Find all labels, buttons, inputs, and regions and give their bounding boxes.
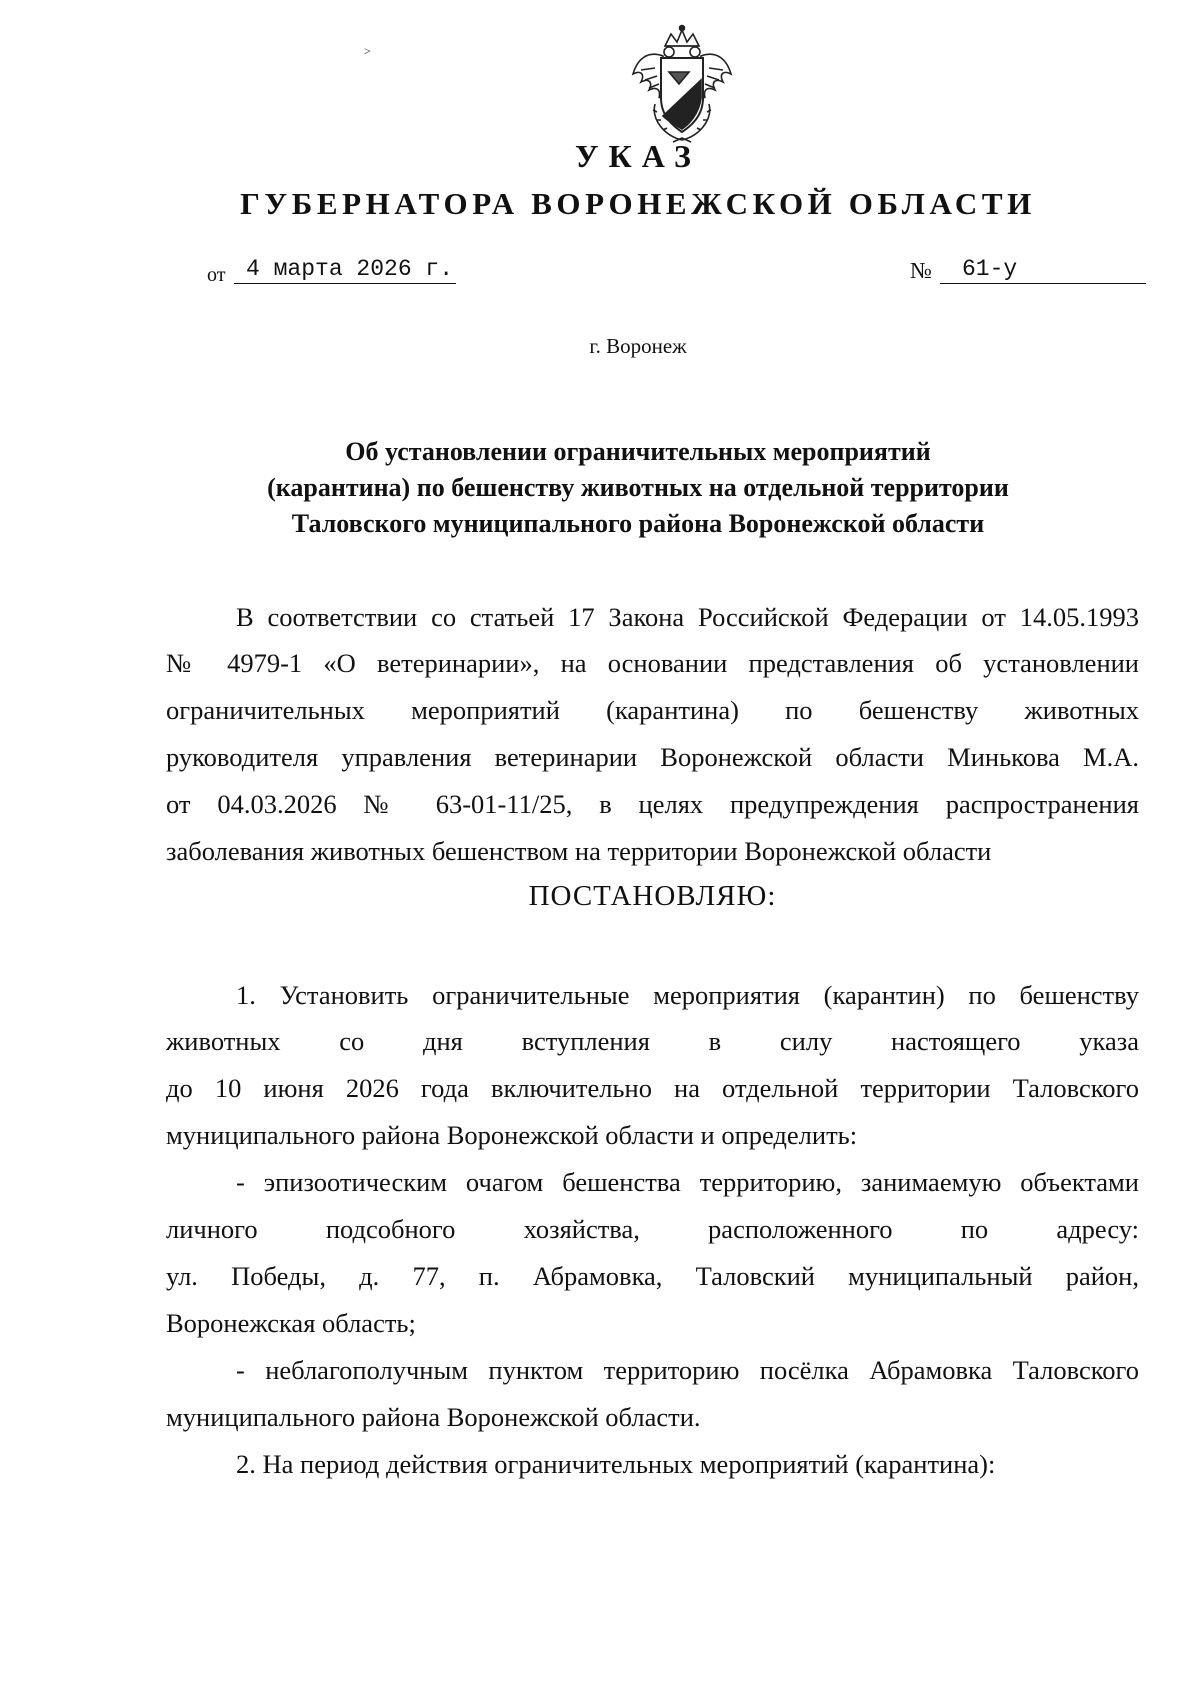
preamble-line: В соответствии со статьей 17 Закона Российской Федерации от 14.05.1993 [236,602,1139,632]
decree-word: ПОСТАНОВЛЯЮ: [528,880,777,912]
date-prefix: от [207,264,226,286]
item2-line: 2. На период действия ограничительных мероприятий (карантина): [236,1449,996,1479]
subject-line: (карантина) по бешенству животных на отдельной территории [267,473,1009,502]
item1-line: до 10 июня 2026 года включительно на отдельной территории Таловского [166,1073,1139,1103]
preamble-line: № 4979-1 «О ветеринарии», на основании представления об установлении [166,648,1139,678]
preamble-line: от 04.03.2026 № 63-01-11/25, в целях предупреждения распространения [166,789,1139,819]
preamble-line: руководителя управления ветеринарии Воронежской области Минькова М.А. [166,742,1139,772]
document-issuer: ГУБЕРНАТОРА ВОРОНЕЖСКОЙ ОБЛАСТИ [240,186,1036,221]
subject-line: Таловского муниципального района Воронежской области [291,509,985,538]
document-date: 4 марта 2026 г. [234,256,456,284]
preamble-line: заболевания животных бешенством на территории Воронежской области [166,836,992,866]
item1-line: 1. Установить ограничительные мероприятия (карантин) по бешенству [236,980,1139,1010]
item1-line: животных со дня вступления в силу настоящего указа [166,1026,1139,1056]
item1-b-line: муниципального района Воронежской области. [166,1402,701,1432]
voronezh-coat-of-arms-icon [627,24,737,148]
preamble-line: ограничительных мероприятий (карантина) по бешенству животных [166,695,1139,725]
city: г. Воронеж [589,334,687,358]
item1-a-line: ул. Победы, д. 77, п. Абрамовка, Таловский муниципальный район, [166,1261,1139,1291]
item1-a-line: Воронежская область; [166,1308,416,1338]
date-number-row [0,256,1200,290]
document-subject [0,434,1200,542]
item1-a-line: личного подсобного хозяйства, расположенного по адресу: [166,1214,1139,1244]
document-title: УКАЗ [575,138,701,174]
scan-mark: ˃ [364,44,371,58]
item1-line: муниципального района Воронежской области и определить: [166,1120,858,1150]
document-number: 61-у [940,256,1146,284]
item1-a-line: - эпизоотическим очагом бешенства территорию, занимаемую объектами [236,1167,1139,1197]
subject-line: Об установлении ограничительных мероприятий [345,437,931,466]
item1-b-line: - неблагополучным пунктом территорию посёлка Абрамовка Таловского [236,1355,1139,1385]
number-prefix: № [910,258,932,283]
